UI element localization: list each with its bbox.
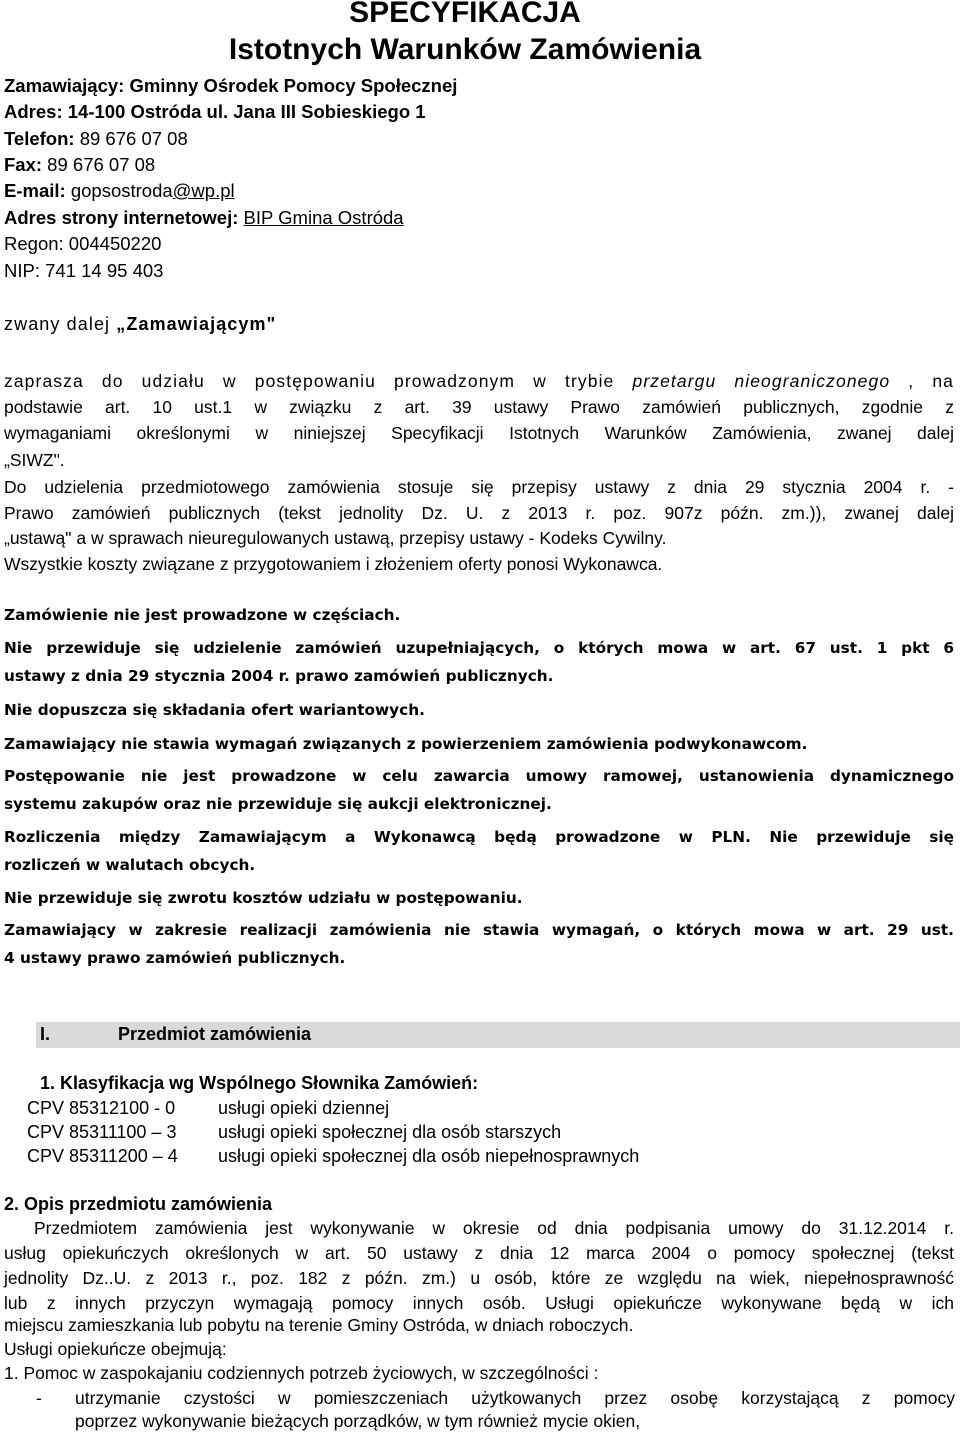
nip: NIP: 741 14 95 403 <box>4 260 164 281</box>
regon: Regon: 004450220 <box>4 233 162 254</box>
description-line-5: miejscu zamieszkania lub pobytu na terenie Gminy Ostróda, w dniach roboczych. <box>4 1315 634 1335</box>
invitation-line-3: wymaganiami określonymi w niniejszej Specyfikacji Istotnych Warunków Zamówienia, zwanej dalej <box>4 423 954 443</box>
cpv-row: CPV 85311100 – 3 <box>27 1122 177 1142</box>
classification-heading: 1. Klasyfikacja wg Wspólnego Słownika Zamówień: <box>40 1073 479 1093</box>
section-title: Przedmiot zamówienia <box>118 1024 312 1044</box>
description-line-4: lub z innych przyczyn wymagają pomocy innych osób. Usługi opiekuńcze wykonywane będą w ich <box>4 1293 954 1313</box>
condition-6: Rozliczenia między Zamawiającym a Wykonawcą będą prowadzone w PLN. Nie przewiduje się rozliczeń w walutach obcych. <box>4 828 954 874</box>
condition-1: Zamówienie nie jest prowadzone w częściach. <box>4 606 401 624</box>
condition-7: Nie przewiduje się zwrotu kosztów udziału w postępowaniu. <box>4 889 523 907</box>
called-as: zwany dalej „Zamawiającym" <box>4 314 277 334</box>
cpv-desc: usługi opieki dziennej <box>218 1098 390 1118</box>
fax: Fax: 89 676 07 08 <box>4 154 156 175</box>
description-line-3: jednolity Dz..U. z 2013 r., poz. 182 z późn. zm.) u osób, które ze względu na wiek, niepełnosprawność <box>4 1268 954 1288</box>
condition-3: Nie dopuszcza się składania ofert wariantowych. <box>4 701 425 719</box>
cpv-row: CPV 85311200 – 4 <box>27 1146 178 1166</box>
email: E-mail: gopsostroda@wp.pl <box>4 180 235 201</box>
document-title: SPECYFIKACJA <box>349 0 581 29</box>
description-line-1: Przedmiotem zamówienia jest wykonywanie w okresie od dnia podpisania umowy do 31.12.2014 r. <box>34 1218 954 1238</box>
invitation-line-4: „SIWZ". <box>4 450 65 470</box>
section-number: I. <box>40 1024 51 1044</box>
invitation-line-1: zaprasza do udziału w postępowaniu prowadzonym w trybie przetargu nieograniczonego , na <box>4 371 954 391</box>
section-heading <box>36 1022 960 1048</box>
bullet-dash: - <box>36 1388 42 1408</box>
phone: Telefon: 89 676 07 08 <box>4 128 188 149</box>
condition-8: Zamawiający w zakresie realizacji zamówienia nie stawia wymagań, o których mowa w art. 29 ust. 4 ustawy prawo zamówień publicznych. <box>4 921 954 967</box>
cpv-row: CPV 85312100 - 0 <box>27 1098 176 1118</box>
document-subtitle: Istotnych Warunków Zamówienia <box>228 33 702 66</box>
address: Adres: 14-100 Ostróda ul. Jana III Sobieskiego 1 <box>4 101 426 122</box>
condition-4: Zamawiający nie stawia wymagań związanych z powierzeniem zamówienia podwykonawcom. <box>4 735 808 753</box>
law-line-3: „ustawą" a w sprawach nieuregulowanych ustawą, przepisy ustawy - Kodeks Cywilny. <box>4 528 667 548</box>
description-line-7: 1. Pomoc w zaspokajaniu codziennych potrzeb życiowych, w szczególności : <box>4 1363 599 1383</box>
website-link[interactable]: BIP Gmina Ostróda <box>243 207 404 228</box>
email-link[interactable]: @wp.pl <box>172 180 235 201</box>
cpv-desc: usługi opieki społecznej dla osób niepełnosprawnych <box>218 1146 640 1166</box>
website: Adres strony internetowej: BIP Gmina Ostróda <box>4 207 404 228</box>
invitation-line-2: podstawie art. 10 ust.1 w związku z art. 39 ustawy Prawo zamówień publicznych, zgodnie z <box>4 397 954 417</box>
description-heading: 2. Opis przedmiotu zamówienia <box>4 1194 273 1214</box>
law-line-2: Prawo zamówień publicznych (tekst jednolity Dz. U. z 2013 r. poz. 907z późn. zm.)), zwanej dalej <box>4 503 954 523</box>
description-line-2: usług opiekuńczych określonych w art. 50 ustawy z dnia 12 marca 2004 o pomocy społecznej (tekst <box>4 1243 954 1263</box>
bullet-line-2: poprzez wykonywanie bieżących porządków, w tym również mycie okien, <box>75 1411 641 1431</box>
contracting-authority: Zamawiający: Gminny Ośrodek Pomocy Społecznej <box>4 75 458 96</box>
costs-line: Wszystkie koszty związane z przygotowaniem i złożeniem oferty ponosi Wykonawca. <box>4 554 663 574</box>
condition-5: Postępowanie nie jest prowadzone w celu zawarcia umowy ramowej, ustanowienia dynamicznego systemu zakupów oraz nie przewiduje się aukcji elektronicznej. <box>4 767 954 813</box>
description-line-6: Usługi opiekuńcze obejmują: <box>4 1339 227 1359</box>
condition-2: Nie przewiduje się udzielenie zamówień uzupełniających, o których mowa w art. 67 ust. 1 pkt 6 ustawy z dnia 29 stycznia 2004 r. prawo zamówień publicznych. <box>4 639 954 685</box>
cpv-desc: usługi opieki społecznej dla osób starszych <box>218 1122 562 1142</box>
law-line-1: Do udzielenia przedmiotowego zamówienia stosuje się przepisy ustawy z dnia 29 stycznia 2004 r. - <box>4 477 954 497</box>
bullet-line-1: utrzymanie czystości w pomieszczeniach użytkowanych przez osobę korzystającą z pomocy <box>75 1388 955 1408</box>
